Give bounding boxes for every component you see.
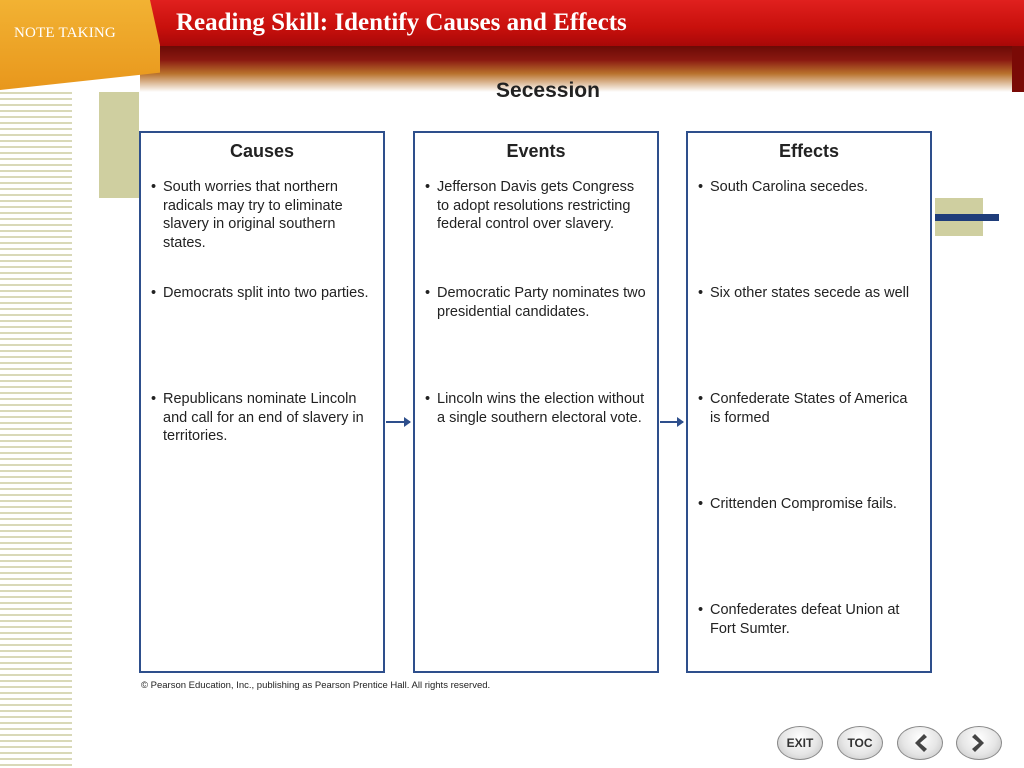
list-item [698, 495, 920, 514]
causes-heading: Causes [229, 141, 295, 161]
bullet: • [698, 179, 704, 195]
effect-item-1: South Carolina secedes. [710, 179, 868, 195]
bullet: • [698, 496, 704, 512]
cause-item-3: Republicans nominate Lincoln and call for an end of slavery in territories. [163, 391, 364, 444]
event-item-3: Lincoln wins the election without a single southern electoral vote. [437, 391, 645, 426]
bullet: • [425, 179, 431, 195]
event-item-1: Jefferson Davis gets Congress to adopt resolutions restricting federal control over slavery. [437, 179, 635, 232]
list-item [425, 178, 647, 234]
list-item [151, 178, 373, 252]
copyright-notice: © Pearson Education, Inc., publishing as Pearson Prentice Hall. All rights reserved. [141, 680, 491, 691]
list-item [151, 390, 373, 446]
bullet: • [425, 391, 431, 407]
bullet: • [151, 391, 157, 407]
effects-heading: Effects [778, 141, 840, 161]
toc-button[interactable] [837, 726, 883, 760]
list-item [151, 284, 373, 303]
bullet: • [698, 391, 704, 407]
exit-button-label: EXIT [786, 736, 814, 750]
list-item [698, 284, 920, 303]
list-item [425, 390, 647, 427]
chevron-right-icon [971, 733, 987, 753]
effect-item-3: Confederate States of America is formed [710, 391, 908, 426]
toc-button-label: TOC [847, 736, 873, 750]
diagram-title: Secession [496, 79, 600, 102]
list-item [698, 390, 920, 427]
left-striped-margin [0, 92, 72, 768]
bullet: • [698, 602, 704, 618]
cause-item-1: South worries that northern radicals may try to eliminate slavery in original southern states. [163, 179, 343, 251]
next-button[interactable] [956, 726, 1002, 760]
causes-column [139, 131, 385, 673]
effects-column [686, 131, 932, 673]
note-taking-label: NOTE TAKING [14, 25, 116, 41]
bullet: • [698, 285, 704, 301]
chevron-left-icon [912, 733, 928, 753]
cause-item-2: Democrats split into two parties. [163, 285, 369, 301]
bullet: • [151, 285, 157, 301]
list-item [425, 284, 647, 321]
list-item [698, 178, 920, 197]
effect-item-4: Crittenden Compromise fails. [710, 496, 897, 512]
slide-title: Reading Skill: Identify Causes and Effects [176, 9, 627, 36]
events-heading: Events [506, 141, 566, 161]
event-item-2: Democratic Party nominates two presidential candidates. [437, 285, 646, 320]
effect-item-2: Six other states secede as well [710, 285, 910, 301]
arrow-causes-to-events [386, 421, 410, 423]
bullet: • [151, 179, 157, 195]
effect-item-5: Confederates defeat Union at Fort Sumter. [710, 602, 900, 637]
bullet: • [425, 285, 431, 301]
arrow-events-to-effects [660, 421, 683, 423]
events-column [413, 131, 659, 673]
decorative-navy-bar [935, 214, 999, 221]
previous-button[interactable] [897, 726, 943, 760]
note-taking-tab [0, 0, 160, 90]
decorative-olive-block-left [99, 92, 139, 198]
exit-button[interactable] [777, 726, 823, 760]
list-item [698, 601, 920, 638]
